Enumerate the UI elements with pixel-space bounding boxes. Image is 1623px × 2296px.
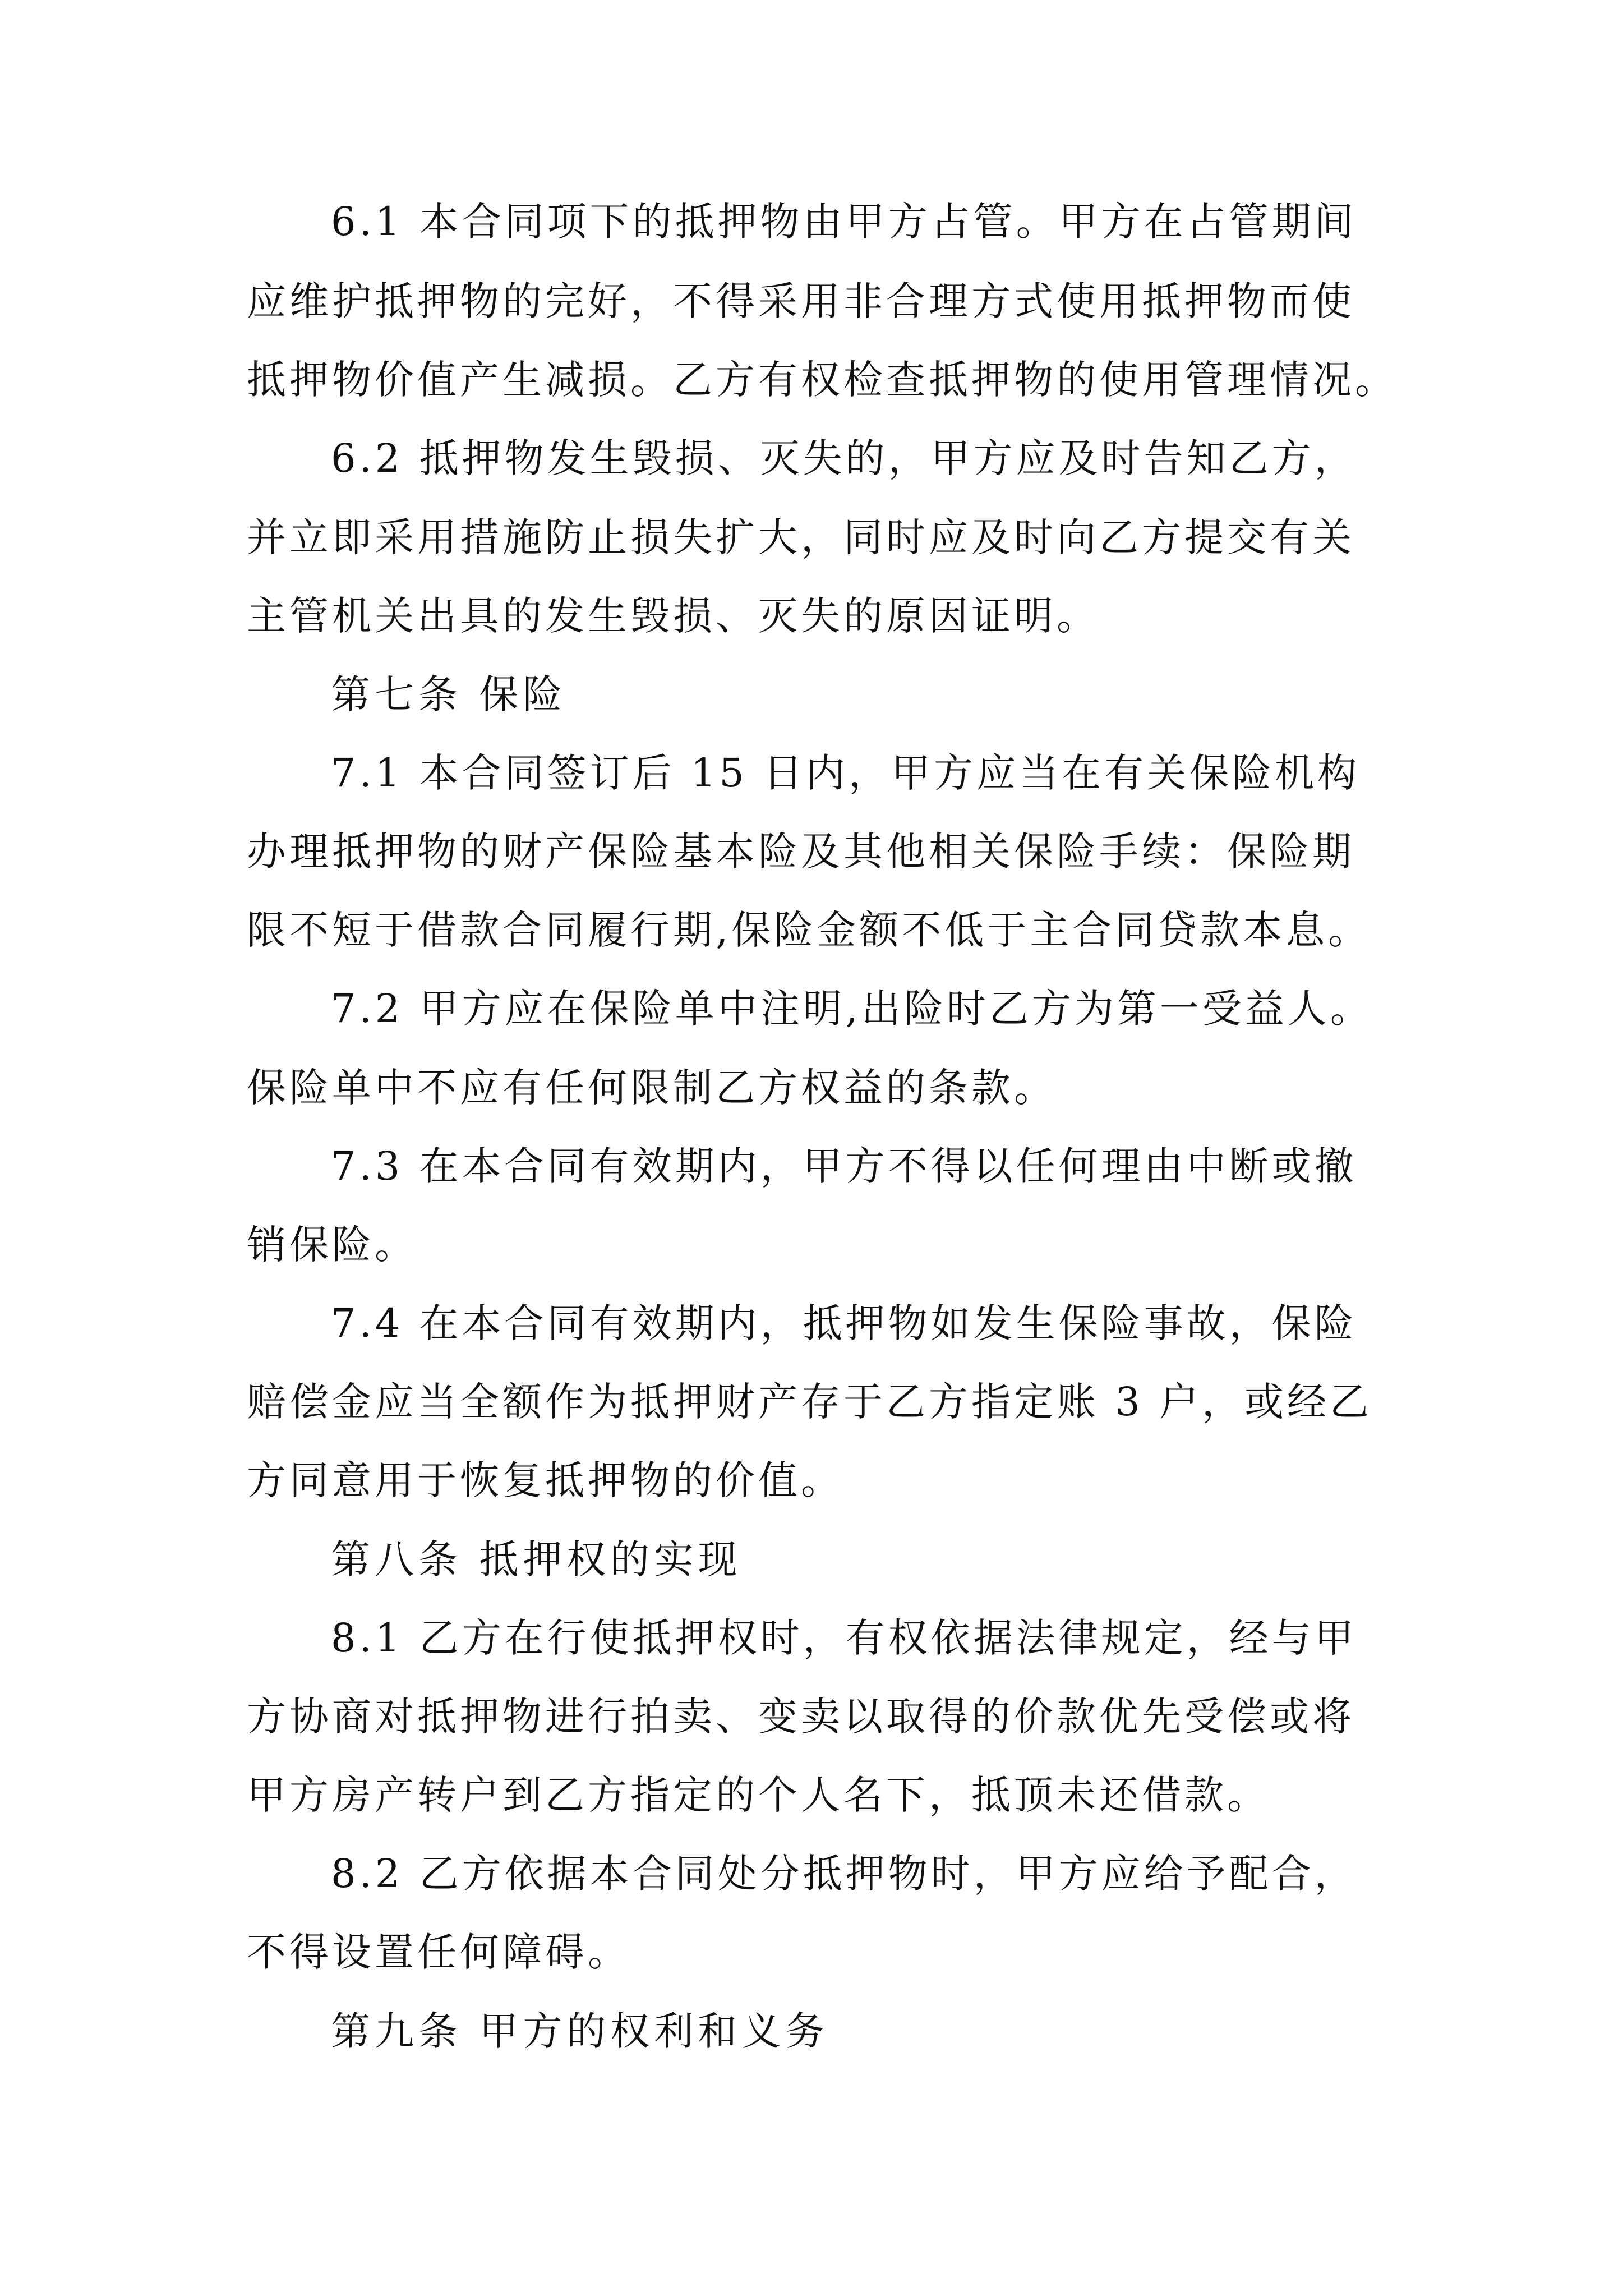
text-line-6-1c: 抵押物价值产生减损。乙方有权检查抵押物的使用管理情况。 (247, 357, 1398, 403)
text-line-6-1a: 6.1 本合同项下的抵押物由甲方占管。甲方在占管期间 (331, 199, 1357, 245)
text-line-7-4c: 方同意用于恢复抵押物的价值。 (247, 1457, 843, 1503)
text-line-6-2a: 6.2 抵押物发生毁损、灭失的，甲方应及时告知乙方， (331, 435, 1357, 481)
section-heading-article-9: 第九条 甲方的权利和义务 (331, 2008, 829, 2054)
text-line-7-1a: 7.1 本合同签订后 15 日内，甲方应当在有关保险机构 (331, 750, 1361, 796)
text-line-7-4b: 赔偿金应当全额作为抵押财产存于乙方指定账 3 户，或经乙 (247, 1379, 1373, 1425)
text-line-8-1c: 甲方房产转户到乙方指定的个人名下，抵顶未还借款。 (247, 1772, 1270, 1818)
text-line-7-2b: 保险单中不应有任何限制乙方权益的条款。 (247, 1065, 1057, 1111)
text-line-7-3a: 7.3 在本合同有效期内，甲方不得以任何理由中断或撤 (331, 1143, 1357, 1189)
text-line-7-4a: 7.4 在本合同有效期内，抵押物如发生保险事故，保险 (331, 1300, 1357, 1346)
text-line-6-2b: 并立即采用措施防止损失扩大，同时应及时向乙方提交有关 (247, 514, 1355, 560)
text-line-7-2a: 7.2 甲方应在保险单中注明,出险时乙方为第一受益人。 (331, 986, 1373, 1032)
text-line-6-2c: 主管机关出具的发生毁损、灭失的原因证明。 (247, 593, 1099, 639)
text-line-8-1b: 方协商对抵押物进行拍卖、变卖以取得的价款优先受偿或将 (247, 1694, 1355, 1740)
text-line-6-1b: 应维护抵押物的完好，不得采用非合理方式使用抵押物而使 (247, 278, 1355, 324)
text-line-8-1a: 8.1 乙方在行使抵押权时，有权依据法律规定，经与甲 (331, 1615, 1357, 1661)
text-line-7-3b: 销保险。 (247, 1222, 417, 1268)
text-line-8-2a: 8.2 乙方依据本合同处分抵押物时，甲方应给予配合， (331, 1851, 1357, 1897)
text-line-7-1b: 办理抵押物的财产保险基本险及其他相关保险手续：保险期 (247, 829, 1355, 875)
section-heading-article-7: 第七条 保险 (331, 671, 567, 717)
text-line-8-2b: 不得设置任何障碍。 (247, 1929, 630, 1975)
text-line-7-1c: 限不短于借款合同履行期,保险金额不低于主合同贷款本息。 (247, 907, 1371, 953)
section-heading-article-8: 第八条 抵押权的实现 (331, 1536, 742, 1582)
